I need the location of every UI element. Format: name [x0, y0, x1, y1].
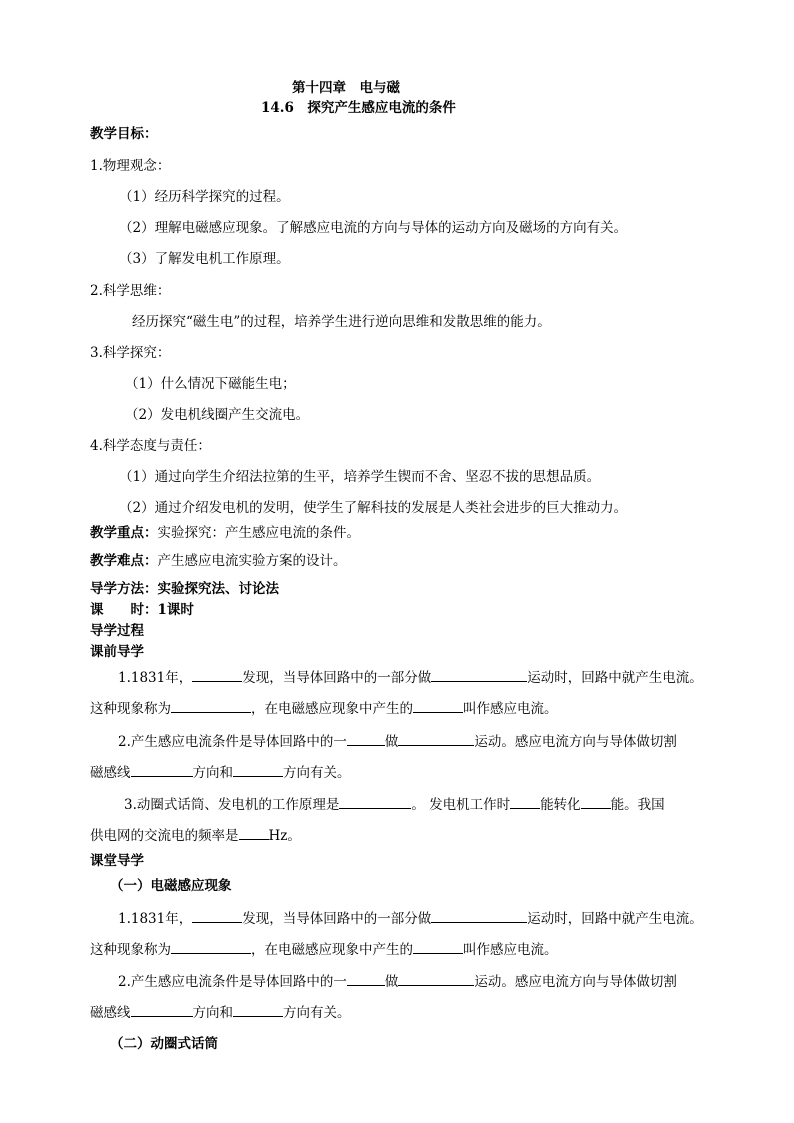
- question-text: 1.1831年，: [118, 670, 193, 686]
- chapter-title: 第十四章 电与磁: [292, 80, 400, 96]
- answer-blank[interactable]: [347, 972, 385, 986]
- question-text: ，在电磁感应现象中产生的: [251, 942, 413, 958]
- preview-heading: 课前导学: [90, 644, 144, 660]
- answer-blank[interactable]: [339, 795, 411, 809]
- question-text: 3.动圈式话筒、发电机的工作原理是: [124, 797, 340, 813]
- attitude-item: （1）通过向学生介绍法拉第的生平，培养学生锲而不舍、坚忍不拔的思想品质。: [119, 469, 601, 485]
- classroom-question-1: [118, 909, 703, 928]
- answer-blank[interactable]: [192, 909, 242, 923]
- question-text: 供电网的交流电的频率是: [90, 828, 239, 844]
- scientific-thinking-text: 经历探究“磁生电”的过程，培养学生进行逆向思维和发散思维的能力。: [132, 314, 551, 330]
- physics-concept-heading: 1.物理观念：: [90, 158, 171, 174]
- preview-question-1: [118, 668, 703, 687]
- difficulty-text: 产生感应电流实验方案的设计。: [157, 553, 347, 569]
- question-text: 磁感线: [90, 1005, 131, 1021]
- physics-concept-item: （1）经历科学探究的过程。: [119, 189, 290, 205]
- question-text: 叫作感应电流。: [463, 942, 558, 958]
- method-line: 导学方法：实验探究法、讨论法: [90, 581, 279, 597]
- question-text: 磁感线: [90, 765, 131, 781]
- objectives-heading: 教学目标：: [90, 126, 158, 142]
- question-text: 。 发电机工作时: [411, 797, 511, 813]
- question-text: Hz。: [268, 828, 301, 844]
- section-electromagnetic-induction: （一）电磁感应现象: [110, 878, 232, 894]
- key-point-label: 教学重点：: [90, 525, 158, 541]
- classroom-heading: 课堂导学: [90, 853, 144, 869]
- answer-blank[interactable]: [413, 940, 463, 954]
- answer-blank[interactable]: [131, 763, 193, 777]
- key-point-text: 实验探究：产生感应电流的条件。: [157, 525, 360, 541]
- answer-blank[interactable]: [239, 826, 269, 840]
- answer-blank[interactable]: [431, 668, 527, 682]
- question-text: 这种现象称为: [90, 942, 171, 958]
- answer-blank[interactable]: [233, 763, 283, 777]
- process-heading: 导学过程: [90, 623, 144, 639]
- answer-blank[interactable]: [233, 1003, 283, 1017]
- hours-line: 课 时：1课时: [90, 602, 194, 618]
- question-text: 运动时，回路中就产生电流。: [527, 670, 703, 686]
- preview-question-2: [118, 732, 677, 751]
- lesson-title: 14.6 探究产生感应电流的条件: [261, 100, 456, 116]
- question-text: 2.产生感应电流条件是导体回路中的一: [118, 974, 347, 990]
- scientific-inquiry-heading: 3.科学探究：: [90, 345, 171, 361]
- difficulty-line: [90, 552, 347, 570]
- question-text: 能。我国: [610, 797, 665, 813]
- attitude-heading: 4.科学态度与责任：: [90, 438, 211, 454]
- answer-blank[interactable]: [131, 1003, 193, 1017]
- question-text: 方向和: [192, 765, 233, 781]
- question-text: 这种现象称为: [90, 701, 171, 717]
- physics-concept-item: （2）理解电磁感应现象。了解感应电流的方向与导体的运动方向及磁场的方向有关。: [119, 220, 628, 236]
- physics-concept-item: （3）了解发电机工作原理。: [119, 251, 290, 267]
- question-text: 运动。感应电流方向与导体做切割: [474, 974, 677, 990]
- answer-blank[interactable]: [581, 795, 611, 809]
- question-text: 运动时，回路中就产生电流。: [527, 911, 703, 927]
- preview-question-1-cont: [90, 699, 558, 718]
- question-text: 2.产生感应电流条件是导体回路中的一: [118, 734, 347, 750]
- question-text: 方向有关。: [283, 1005, 351, 1021]
- answer-blank[interactable]: [398, 732, 474, 746]
- preview-question-2-cont: [90, 763, 351, 782]
- question-text: 能转化: [540, 797, 581, 813]
- classroom-question-1-cont: [90, 940, 558, 959]
- preview-question-3: [124, 795, 665, 814]
- question-text: 方向和: [192, 1005, 233, 1021]
- key-point-line: [90, 524, 360, 542]
- scientific-inquiry-item: （1）什么情况下磁能生电；: [125, 376, 296, 392]
- answer-blank[interactable]: [398, 972, 474, 986]
- scientific-thinking-heading: 2.科学思维：: [90, 283, 171, 299]
- question-text: 叫作感应电流。: [463, 701, 558, 717]
- answer-blank[interactable]: [510, 795, 540, 809]
- question-text: 做: [384, 734, 399, 750]
- answer-blank[interactable]: [171, 940, 251, 954]
- classroom-question-2-cont: [90, 1003, 351, 1022]
- answer-blank[interactable]: [431, 909, 527, 923]
- answer-blank[interactable]: [171, 699, 251, 713]
- section-moving-coil-microphone: （二）动圈式话筒: [110, 1036, 218, 1052]
- classroom-question-2: [118, 972, 677, 991]
- question-text: 发现，当导体回路中的一部分做: [242, 911, 432, 927]
- answer-blank[interactable]: [413, 699, 463, 713]
- difficulty-label: 教学难点：: [90, 553, 158, 569]
- preview-question-3-cont: [90, 826, 301, 845]
- scientific-inquiry-item: （2）发电机线圈产生交流电。: [125, 407, 310, 423]
- question-text: 发现，当导体回路中的一部分做: [242, 670, 432, 686]
- question-text: ，在电磁感应现象中产生的: [251, 701, 413, 717]
- answer-blank[interactable]: [347, 732, 385, 746]
- question-text: 1.1831年，: [118, 911, 193, 927]
- attitude-item: （2）通过介绍发电机的发明，使学生了解科技的发展是人类社会进步的巨大推动力。: [119, 500, 628, 516]
- question-text: 方向有关。: [283, 765, 351, 781]
- question-text: 做: [384, 974, 399, 990]
- answer-blank[interactable]: [192, 668, 242, 682]
- question-text: 运动。感应电流方向与导体做切割: [474, 734, 677, 750]
